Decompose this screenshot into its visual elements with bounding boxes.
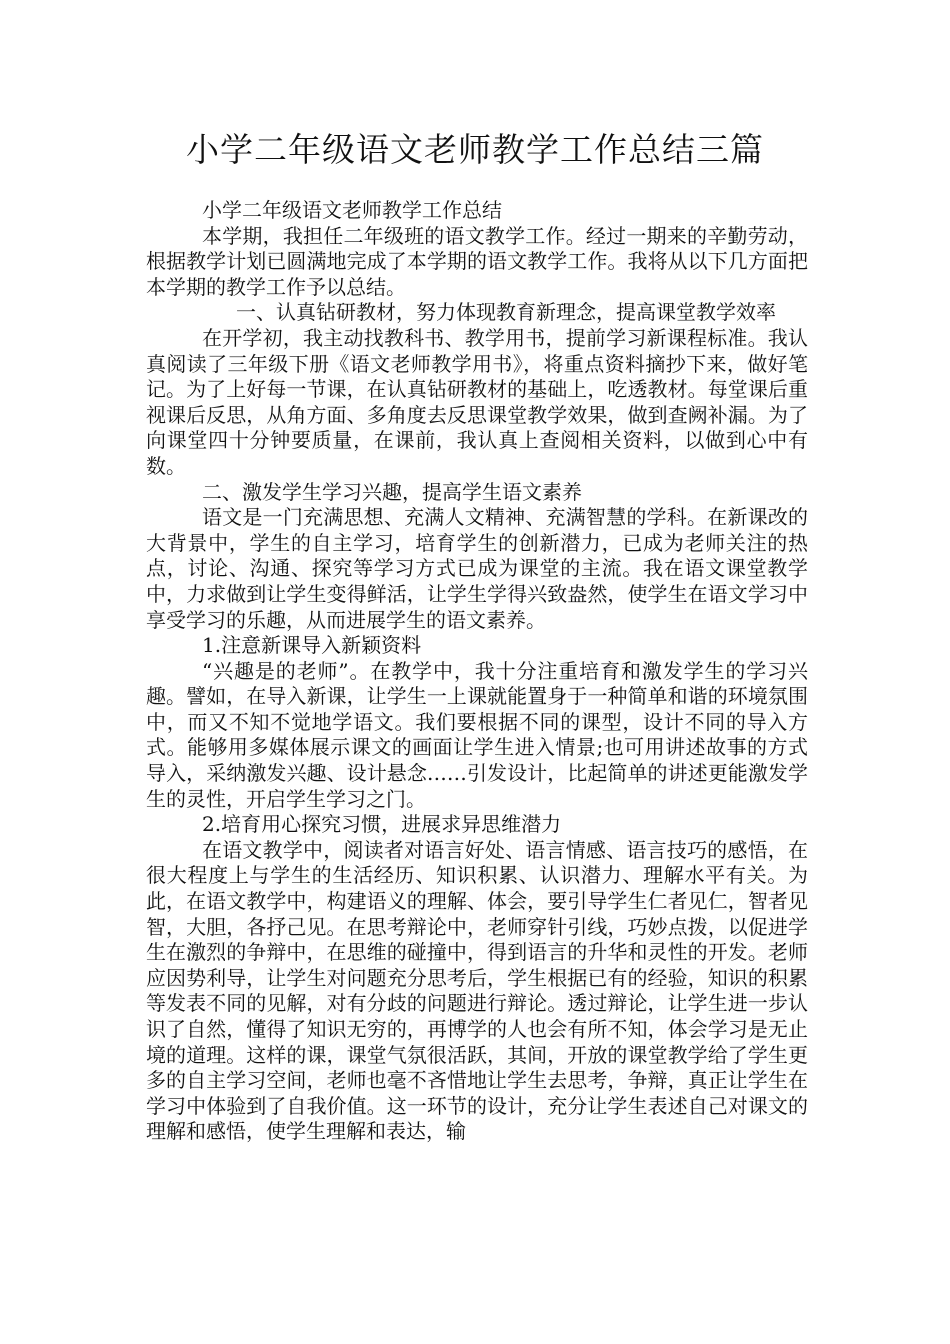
paragraph: “兴趣是的老师”。在教学中，我十分注重培育和激发学生的学习兴趣。譬如，在导入新课，让学生一上课就能置身于一种简单和谐的环境氛围中，而又不知不觉地学语文。我们要根据不同的课型，设计不同的导入方式。能够用多媒体展示课文的画面让学生进入情景;也可用讲述故事的方式导入，采纳激发兴趣、设计悬念……引发设计，比起简单的讲述更能激发学生的灵性，开启学生学习之门。 — [146, 658, 808, 811]
paragraph: 小学二年级语文老师教学工作总结 — [202, 198, 502, 222]
paragraph: 在语文教学中，阅读者对语言好处、语言情感、语言技巧的感悟，在很大程度上与学生的生活经历、知识积累、认识潜力、理解水平有关。为此，在语文教学中，构建语义的理解、体会，要引导学生仁者见仁，智者见智，大胆，各抒己见。在思考辩论中，老师穿针引线，巧妙点拨，以促进学生在激烈的争辩中，在思维的碰撞中，得到语言的升华和灵性的开发。老师应因势利导，让学生对问题充分思考后，学生根据已有的经验，知识的积累等发表不同的见解，对有分歧的问题进行辩论。透过辩论，让学生进一步认识了自然，懂得了知识无穷的，再博学的人也会有所不知，体会学习是无止境的道理。这样的课，课堂气氛很活跃，其间，开放的课堂教学给了学生更多的自主学习空间，老师也毫不吝惜地让学生去思考，争辩，真正让学生在学习中体验到了自我价值。这一环节的设计，充分让学生表述自己对课文的理解和感悟，使学生理解和表达，输 — [146, 837, 808, 1144]
paragraph: 二、激发学生学习兴趣，提高学生语文素养 — [202, 479, 582, 504]
paragraph: 2.培育用心探究习惯，进展求异思维潜力 — [202, 812, 562, 837]
paragraph: 一、认真钻研教材，努力体现教育新理念，提高课堂教学效率 — [236, 300, 776, 325]
document-body — [146, 198, 808, 1145]
paragraph: 1.注意新课导入新颖资料 — [202, 633, 422, 658]
paragraph: 本学期，我担任二年级班的语文教学工作。经过一期来的辛勤劳动，根据教学计划已圆满地完成了本学期的语文教学工作。我将从以下几方面把本学期的教学工作予以总结。 — [146, 223, 808, 299]
paragraph: 在开学初，我主动找教科书、教学用书，提前学习新课程标准。我认真阅读了三年级下册《语文老师教学用书》，将重点资料摘抄下来，做好笔记。为了上好每一节课，在认真钻研教材的基础上，吃透教材。每堂课后重视课后反思，从角方面、多角度去反思课堂教学效果，做到查阙补漏。为了向课堂四十分钟要质量，在课前，我认真上查阅相关资料，以做到心中有数。 — [146, 325, 808, 478]
document-title: 小学二年级语文老师教学工作总结三篇 — [186, 130, 764, 169]
paragraph: 语文是一门充满思想、充满人文精神、充满智慧的学科。在新课改的大背景中，学生的自主学习，培育学生的创新潜力，已成为老师关注的热点，讨论、沟通、探究等学习方式已成为课堂的主流。我在语文课堂教学中，力求做到让学生变得鲜活，让学生学得兴致盎然，使学生在语文学习中享受学习的乐趣，从而进展学生的语文素养。 — [146, 505, 808, 632]
